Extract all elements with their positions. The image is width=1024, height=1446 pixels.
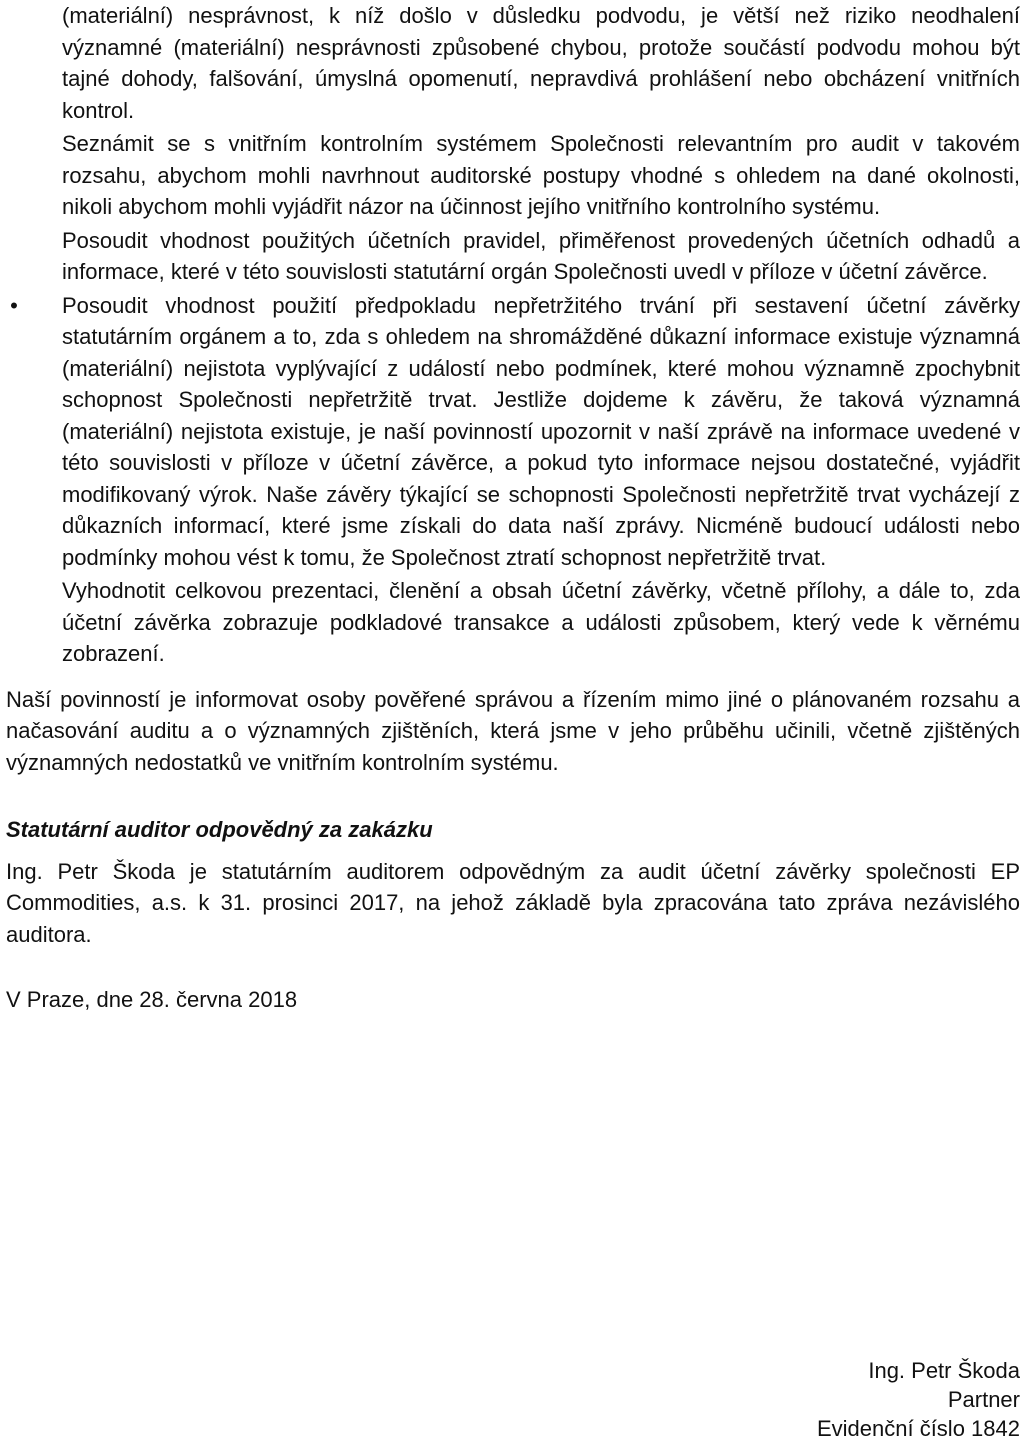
list-item-text: (materiální) nesprávnost, k níž došlo v důsledku podvodu, je větší než riziko neodhalení významné (materiální) nesprávnosti způsobené chybou, protože součástí podvodu mohou být tajné dohody, falšování, úmyslná opomenutí, nepravdivá prohlášení nebo obcházení vnitřních kontrol. — [62, 3, 1020, 123]
list-item — [6, 0, 1020, 126]
auditor-text: Ing. Petr Škoda je statutárním auditorem odpovědným za audit účetní závěrky společnosti EP Commodities, a.s. k 31. prosinci 2017, na jehož základě byla zpracována tato zpráva nezávislého auditora. — [6, 858, 1020, 947]
closing-paragraph: Naší povinností je informovat osoby pověřené správou a řízením mimo jiné o plánovaném rozsahu a načasování auditu a o významných zjištěních, která jsme v jeho průběhu učinili, včetně zjištěných významných nedostatků ve vnitřním kontrolním systému. — [6, 686, 1020, 775]
bullet-icon: • — [10, 292, 18, 318]
list-item-text: Posoudit vhodnost použitých účetních pravidel, přiměřenost provedených účetních odhadů a informace, které v této souvislosti statutární orgán Společnosti uvedl v příloze v účetní závěrce. — [62, 227, 1020, 284]
list-item — [6, 128, 1020, 223]
list-item — [6, 225, 1020, 288]
list-item — [6, 290, 1020, 574]
auditor-heading: Statutární auditor odpovědný za zakázku — [6, 817, 433, 842]
list-item-text: Posoudit vhodnost použití předpokladu nepřetržitého trvání při sestavení účetní závěrky statutárním orgánem a to, zda s ohledem na shromážděné důkazní informace existuje významná (materiální) nejistota vyplývající z událostí nebo podmínek, které mohou významně zpochybnit schopnost Společnosti nepřetržitě trvat. Jestliže dojdeme k závěru, že taková významná (materiální) nejistota existuje, je naší povinností upozornit v naší zprávě na informace uvedené v této souvislosti v příloze v účetní závěrce, a pokud tyto informace nejsou dostatečné, vyjádřit modifikovaný výrok. Naše závěry týkající se schopnosti Společnosti nepřetržitě trvat vycházejí z důkazních informací, které jsme získali do data naší zprávy. Nicméně budoucí události nebo podmínky mohou vést k tomu, že Společnost ztratí schopnost nepřetržitě trvat. — [62, 292, 1020, 570]
signature-role: Partner — [947, 1387, 1020, 1412]
procedures-list — [6, 0, 1020, 670]
place-date: V Praze, dne 28. června 2018 — [6, 987, 298, 1012]
list-item-text: Vyhodnotit celkovou prezentaci, členění a obsah účetní závěrky, včetně přílohy, a dále to, zda účetní závěrka zobrazuje podkladové transakce a události způsobem, který vede k věrnému zobrazení. — [62, 578, 1020, 666]
signature-registration: Evidenční číslo 1842 — [816, 1416, 1020, 1441]
document-page — [6, 0, 1020, 1016]
signature-block — [817, 1356, 1020, 1443]
list-item — [6, 575, 1020, 670]
signature-name: Ing. Petr Škoda — [868, 1358, 1020, 1383]
list-item-text: Seznámit se s vnitřním kontrolním systémem Společnosti relevantním pro audit v takovém rozsahu, abychom mohli navrhnout auditorské postupy vhodné s ohledem na dané okolnosti, nikoli abychom mohli vyjádřit názor na účinnost jejího vnitřního kontrolního systému. — [62, 131, 1020, 219]
